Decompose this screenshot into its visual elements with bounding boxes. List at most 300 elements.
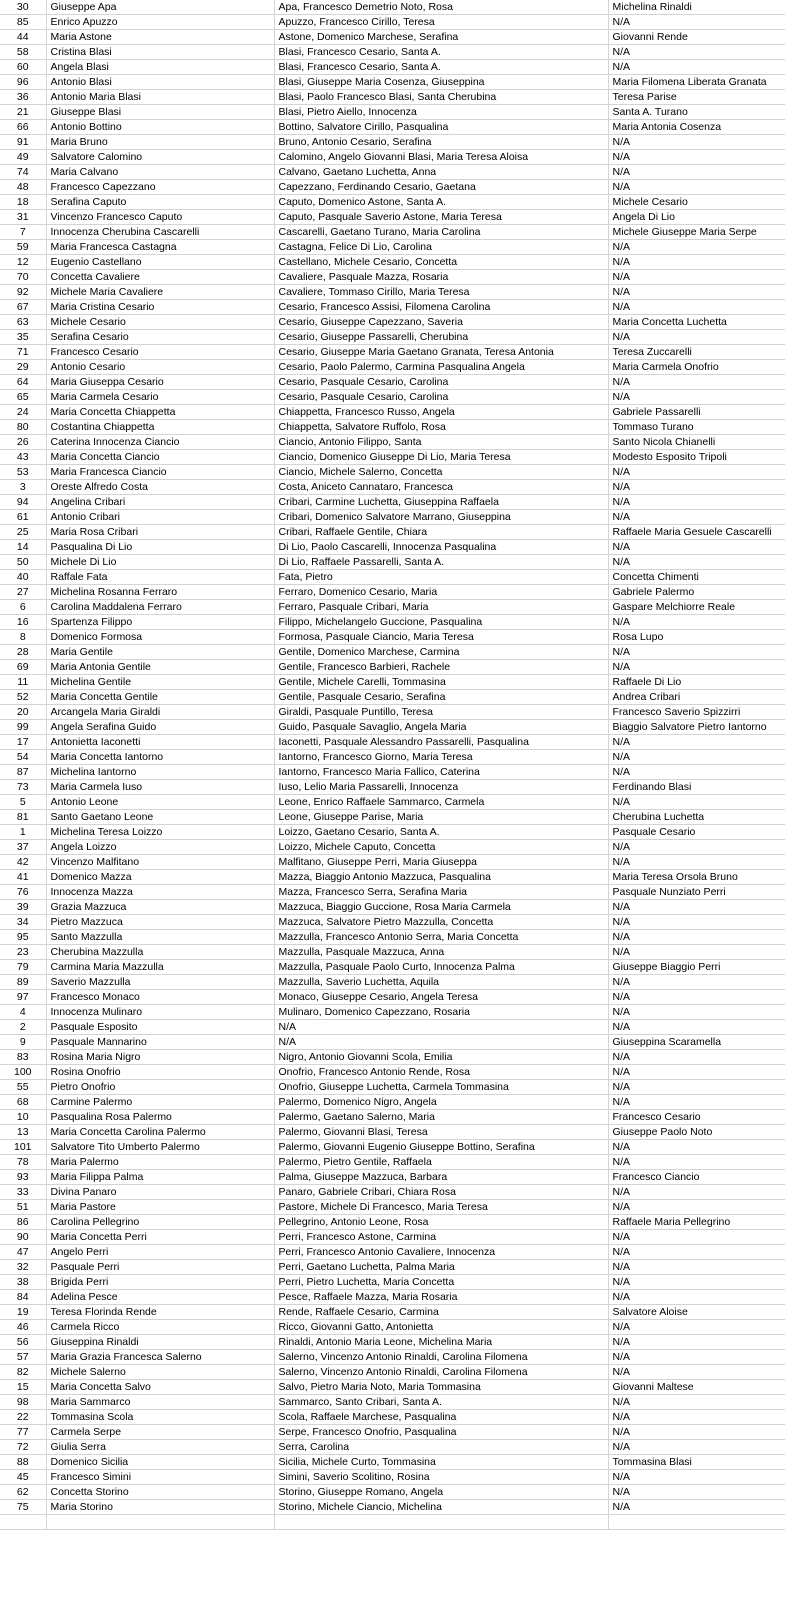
spouse-cell[interactable]: N/A (608, 1335, 785, 1350)
spouse-cell[interactable] (608, 1515, 785, 1530)
name-cell[interactable]: Maria Bruno (46, 135, 274, 150)
spouse-cell[interactable]: Modesto Esposito Tripoli (608, 450, 785, 465)
spouse-cell[interactable]: N/A (608, 900, 785, 915)
spouse-cell[interactable]: Salvatore Aloise (608, 1305, 785, 1320)
id-cell[interactable]: 55 (0, 1080, 46, 1095)
spouse-cell[interactable]: N/A (608, 735, 785, 750)
parents-cell[interactable]: Mazzulla, Pasquale Mazzuca, Anna (274, 945, 608, 960)
spouse-cell[interactable]: N/A (608, 165, 785, 180)
name-cell[interactable]: Concetta Storino (46, 1485, 274, 1500)
id-cell[interactable]: 60 (0, 60, 46, 75)
spouse-cell[interactable]: N/A (608, 615, 785, 630)
id-cell[interactable]: 78 (0, 1155, 46, 1170)
parents-cell[interactable]: Mazza, Biaggio Antonio Mazzuca, Pasqualina (274, 870, 608, 885)
parents-cell[interactable]: Bottino, Salvatore Cirillo, Pasqualina (274, 120, 608, 135)
name-cell[interactable]: Serafina Caputo (46, 195, 274, 210)
parents-cell[interactable]: Rinaldi, Antonio Maria Leone, Michelina Maria (274, 1335, 608, 1350)
parents-cell[interactable]: Cascarelli, Gaetano Turano, Maria Carolina (274, 225, 608, 240)
parents-cell[interactable]: Palermo, Pietro Gentile, Raffaela (274, 1155, 608, 1170)
parents-cell[interactable]: N/A (274, 1035, 608, 1050)
parents-cell[interactable]: Storino, Giuseppe Romano, Angela (274, 1485, 608, 1500)
parents-cell[interactable]: Salvo, Pietro Maria Noto, Maria Tommasina (274, 1380, 608, 1395)
parents-cell[interactable]: Perri, Pietro Luchetta, Maria Concetta (274, 1275, 608, 1290)
name-cell[interactable]: Costantina Chiappetta (46, 420, 274, 435)
name-cell[interactable]: Salvatore Calomino (46, 150, 274, 165)
id-cell[interactable]: 69 (0, 660, 46, 675)
spouse-cell[interactable]: N/A (608, 1365, 785, 1380)
name-cell[interactable]: Maria Concetta Gentile (46, 690, 274, 705)
id-cell[interactable]: 26 (0, 435, 46, 450)
spouse-cell[interactable]: Gabriele Passarelli (608, 405, 785, 420)
spouse-cell[interactable]: N/A (608, 150, 785, 165)
parents-cell[interactable]: Onofrio, Francesco Antonio Rende, Rosa (274, 1065, 608, 1080)
spouse-cell[interactable]: N/A (608, 1080, 785, 1095)
id-cell[interactable]: 38 (0, 1275, 46, 1290)
name-cell[interactable]: Maria Concetta Perri (46, 1230, 274, 1245)
name-cell[interactable]: Maria Grazia Francesca Salerno (46, 1350, 274, 1365)
parents-cell[interactable]: Ciancio, Michele Salerno, Concetta (274, 465, 608, 480)
id-cell[interactable]: 27 (0, 585, 46, 600)
id-cell[interactable]: 31 (0, 210, 46, 225)
id-cell[interactable]: 51 (0, 1200, 46, 1215)
parents-cell[interactable]: Malfitano, Giuseppe Perri, Maria Giuseppa (274, 855, 608, 870)
name-cell[interactable]: Maria Storino (46, 1500, 274, 1515)
id-cell[interactable]: 28 (0, 645, 46, 660)
spouse-cell[interactable]: N/A (608, 990, 785, 1005)
name-cell[interactable]: Domenico Mazza (46, 870, 274, 885)
id-cell[interactable]: 84 (0, 1290, 46, 1305)
spouse-cell[interactable]: Giovanni Rende (608, 30, 785, 45)
name-cell[interactable]: Tommasina Scola (46, 1410, 274, 1425)
name-cell[interactable]: Maria Concetta Iantorno (46, 750, 274, 765)
id-cell[interactable]: 85 (0, 15, 46, 30)
parents-cell[interactable]: Monaco, Giuseppe Cesario, Angela Teresa (274, 990, 608, 1005)
spouse-cell[interactable]: N/A (608, 1005, 785, 1020)
parents-cell[interactable]: Chiappetta, Francesco Russo, Angela (274, 405, 608, 420)
name-cell[interactable]: Maria Giuseppa Cesario (46, 375, 274, 390)
name-cell[interactable]: Antonietta Iaconetti (46, 735, 274, 750)
id-cell[interactable]: 1 (0, 825, 46, 840)
name-cell[interactable]: Pasquale Mannarino (46, 1035, 274, 1050)
name-cell[interactable]: Michelina Rosanna Ferraro (46, 585, 274, 600)
id-cell[interactable]: 72 (0, 1440, 46, 1455)
parents-cell[interactable]: Astone, Domenico Marchese, Serafina (274, 30, 608, 45)
id-cell[interactable]: 41 (0, 870, 46, 885)
id-cell[interactable]: 99 (0, 720, 46, 735)
spouse-cell[interactable]: Cherubina Luchetta (608, 810, 785, 825)
id-cell[interactable]: 15 (0, 1380, 46, 1395)
spouse-cell[interactable]: Francesco Ciancio (608, 1170, 785, 1185)
id-cell[interactable]: 63 (0, 315, 46, 330)
parents-cell[interactable]: Di Lio, Paolo Cascarelli, Innocenza Pasqualina (274, 540, 608, 555)
name-cell[interactable]: Maria Pastore (46, 1200, 274, 1215)
name-cell[interactable]: Michele Salerno (46, 1365, 274, 1380)
spouse-cell[interactable]: Michele Giuseppe Maria Serpe (608, 225, 785, 240)
spouse-cell[interactable]: N/A (608, 1155, 785, 1170)
spouse-cell[interactable]: N/A (608, 750, 785, 765)
id-cell[interactable]: 76 (0, 885, 46, 900)
parents-cell[interactable]: Formosa, Pasquale Ciancio, Maria Teresa (274, 630, 608, 645)
spouse-cell[interactable]: Raffaele Maria Pellegrino (608, 1215, 785, 1230)
spouse-cell[interactable]: N/A (608, 660, 785, 675)
spouse-cell[interactable]: N/A (608, 495, 785, 510)
spouse-cell[interactable]: Giuseppina Scaramella (608, 1035, 785, 1050)
name-cell[interactable]: Santo Gaetano Leone (46, 810, 274, 825)
spouse-cell[interactable]: N/A (608, 1065, 785, 1080)
parents-cell[interactable]: Cesario, Giuseppe Maria Gaetano Granata, Teresa Antonia (274, 345, 608, 360)
parents-cell[interactable]: Cesario, Paolo Palermo, Carmina Pasqualina Angela (274, 360, 608, 375)
name-cell[interactable]: Spartenza Filippo (46, 615, 274, 630)
spouse-cell[interactable]: Gabriele Palermo (608, 585, 785, 600)
name-cell[interactable]: Francesco Simini (46, 1470, 274, 1485)
id-cell[interactable]: 8 (0, 630, 46, 645)
name-cell[interactable]: Maria Filippa Palma (46, 1170, 274, 1185)
id-cell[interactable]: 2 (0, 1020, 46, 1035)
spouse-cell[interactable]: N/A (608, 765, 785, 780)
name-cell[interactable]: Maria Cristina Cesario (46, 300, 274, 315)
name-cell[interactable]: Maria Concetta Chiappetta (46, 405, 274, 420)
id-cell[interactable]: 71 (0, 345, 46, 360)
spouse-cell[interactable]: Michele Cesario (608, 195, 785, 210)
name-cell[interactable]: Maria Concetta Carolina Palermo (46, 1125, 274, 1140)
id-cell[interactable]: 33 (0, 1185, 46, 1200)
parents-cell[interactable]: Apuzzo, Francesco Cirillo, Teresa (274, 15, 608, 30)
name-cell[interactable]: Angela Serafina Guido (46, 720, 274, 735)
parents-cell[interactable]: Perri, Gaetano Luchetta, Palma Maria (274, 1260, 608, 1275)
spouse-cell[interactable]: N/A (608, 840, 785, 855)
id-cell[interactable]: 82 (0, 1365, 46, 1380)
id-cell[interactable]: 53 (0, 465, 46, 480)
id-cell[interactable]: 11 (0, 675, 46, 690)
spouse-cell[interactable]: N/A (608, 375, 785, 390)
parents-cell[interactable]: Cesario, Pasquale Cesario, Carolina (274, 390, 608, 405)
parents-cell[interactable]: Cesario, Francesco Assisi, Filomena Carolina (274, 300, 608, 315)
id-cell[interactable]: 37 (0, 840, 46, 855)
id-cell[interactable]: 17 (0, 735, 46, 750)
parents-cell[interactable]: Palermo, Domenico Nigro, Angela (274, 1095, 608, 1110)
name-cell[interactable]: Maria Concetta Salvo (46, 1380, 274, 1395)
id-cell[interactable]: 57 (0, 1350, 46, 1365)
parents-cell[interactable]: Cribari, Domenico Salvatore Marrano, Giuseppina (274, 510, 608, 525)
parents-cell[interactable]: Sicilia, Michele Curto, Tommasina (274, 1455, 608, 1470)
parents-cell[interactable]: Fata, Pietro (274, 570, 608, 585)
id-cell[interactable]: 36 (0, 90, 46, 105)
id-cell[interactable]: 42 (0, 855, 46, 870)
name-cell[interactable]: Antonio Cesario (46, 360, 274, 375)
name-cell[interactable]: Carmine Palermo (46, 1095, 274, 1110)
id-cell[interactable]: 10 (0, 1110, 46, 1125)
parents-cell[interactable]: Cribari, Raffaele Gentile, Chiara (274, 525, 608, 540)
spouse-cell[interactable]: Pasquale Cesario (608, 825, 785, 840)
name-cell[interactable]: Michelina Gentile (46, 675, 274, 690)
name-cell[interactable]: Caterina Innocenza Ciancio (46, 435, 274, 450)
name-cell[interactable]: Teresa Florinda Rende (46, 1305, 274, 1320)
id-cell[interactable]: 56 (0, 1335, 46, 1350)
name-cell[interactable]: Giuseppina Rinaldi (46, 1335, 274, 1350)
name-cell[interactable]: Saverio Mazzulla (46, 975, 274, 990)
parents-cell[interactable]: Cavaliere, Tommaso Cirillo, Maria Teresa (274, 285, 608, 300)
name-cell[interactable]: Maria Francesca Ciancio (46, 465, 274, 480)
name-cell[interactable]: Giuseppe Blasi (46, 105, 274, 120)
id-cell[interactable] (0, 1515, 46, 1530)
spouse-cell[interactable]: N/A (608, 1200, 785, 1215)
id-cell[interactable]: 79 (0, 960, 46, 975)
spouse-cell[interactable]: N/A (608, 855, 785, 870)
spouse-cell[interactable]: N/A (608, 270, 785, 285)
id-cell[interactable]: 23 (0, 945, 46, 960)
spouse-cell[interactable]: Angela Di Lio (608, 210, 785, 225)
spouse-cell[interactable]: Rosa Lupo (608, 630, 785, 645)
spouse-cell[interactable]: Teresa Parise (608, 90, 785, 105)
id-cell[interactable]: 13 (0, 1125, 46, 1140)
name-cell[interactable]: Pietro Onofrio (46, 1080, 274, 1095)
name-cell[interactable]: Pasqualina Rosa Palermo (46, 1110, 274, 1125)
spouse-cell[interactable]: Santo Nicola Chianelli (608, 435, 785, 450)
spouse-cell[interactable]: N/A (608, 60, 785, 75)
id-cell[interactable]: 65 (0, 390, 46, 405)
id-cell[interactable]: 90 (0, 1230, 46, 1245)
id-cell[interactable]: 35 (0, 330, 46, 345)
id-cell[interactable]: 77 (0, 1425, 46, 1440)
id-cell[interactable]: 7 (0, 225, 46, 240)
name-cell[interactable]: Antonio Maria Blasi (46, 90, 274, 105)
id-cell[interactable]: 6 (0, 600, 46, 615)
spouse-cell[interactable]: N/A (608, 1230, 785, 1245)
parents-cell[interactable]: Gentile, Michele Carelli, Tommasina (274, 675, 608, 690)
spouse-cell[interactable]: N/A (608, 330, 785, 345)
spouse-cell[interactable]: Tommasina Blasi (608, 1455, 785, 1470)
parents-cell[interactable]: Gentile, Pasquale Cesario, Serafina (274, 690, 608, 705)
spouse-cell[interactable]: N/A (608, 1020, 785, 1035)
parents-cell[interactable]: Costa, Aniceto Cannataro, Francesca (274, 480, 608, 495)
id-cell[interactable]: 96 (0, 75, 46, 90)
name-cell[interactable]: Arcangela Maria Giraldi (46, 705, 274, 720)
name-cell[interactable]: Francesco Monaco (46, 990, 274, 1005)
parents-cell[interactable]: Serpe, Francesco Onofrio, Pasqualina (274, 1425, 608, 1440)
name-cell[interactable]: Innocenza Mulinaro (46, 1005, 274, 1020)
id-cell[interactable]: 52 (0, 690, 46, 705)
id-cell[interactable]: 9 (0, 1035, 46, 1050)
parents-cell[interactable]: Onofrio, Giuseppe Luchetta, Carmela Tommasina (274, 1080, 608, 1095)
name-cell[interactable]: Carmela Serpe (46, 1425, 274, 1440)
id-cell[interactable]: 14 (0, 540, 46, 555)
id-cell[interactable]: 4 (0, 1005, 46, 1020)
name-cell[interactable]: Angelo Perri (46, 1245, 274, 1260)
id-cell[interactable]: 61 (0, 510, 46, 525)
spouse-cell[interactable]: Santa A. Turano (608, 105, 785, 120)
id-cell[interactable]: 3 (0, 480, 46, 495)
spouse-cell[interactable]: Ferdinando Blasi (608, 780, 785, 795)
spouse-cell[interactable]: N/A (608, 1485, 785, 1500)
parents-cell[interactable]: Giraldi, Pasquale Puntillo, Teresa (274, 705, 608, 720)
id-cell[interactable]: 12 (0, 255, 46, 270)
parents-cell[interactable]: Mazzuca, Salvatore Pietro Mazzulla, Concetta (274, 915, 608, 930)
name-cell[interactable]: Michelina Teresa Loizzo (46, 825, 274, 840)
name-cell[interactable]: Francesco Cesario (46, 345, 274, 360)
parents-cell[interactable]: Di Lio, Raffaele Passarelli, Santa A. (274, 555, 608, 570)
parents-cell[interactable]: Salerno, Vincenzo Antonio Rinaldi, Carolina Filomena (274, 1350, 608, 1365)
id-cell[interactable]: 16 (0, 615, 46, 630)
id-cell[interactable]: 64 (0, 375, 46, 390)
name-cell[interactable]: Rosina Maria Nigro (46, 1050, 274, 1065)
parents-cell[interactable]: Bruno, Antonio Cesario, Serafina (274, 135, 608, 150)
parents-cell[interactable]: Castellano, Michele Cesario, Concetta (274, 255, 608, 270)
id-cell[interactable]: 32 (0, 1260, 46, 1275)
parents-cell[interactable]: Blasi, Giuseppe Maria Cosenza, Giuseppina (274, 75, 608, 90)
parents-cell[interactable]: Chiappetta, Salvatore Ruffolo, Rosa (274, 420, 608, 435)
parents-cell[interactable]: Scola, Raffaele Marchese, Pasqualina (274, 1410, 608, 1425)
id-cell[interactable]: 93 (0, 1170, 46, 1185)
parents-cell[interactable]: Apa, Francesco Demetrio Noto, Rosa (274, 0, 608, 15)
parents-cell[interactable]: Gentile, Domenico Marchese, Carmina (274, 645, 608, 660)
spouse-cell[interactable]: N/A (608, 465, 785, 480)
name-cell[interactable]: Grazia Mazzuca (46, 900, 274, 915)
spouse-cell[interactable]: Pasquale Nunziato Perri (608, 885, 785, 900)
parents-cell[interactable]: Mazzulla, Francesco Antonio Serra, Maria Concetta (274, 930, 608, 945)
spouse-cell[interactable]: N/A (608, 1140, 785, 1155)
spouse-cell[interactable]: N/A (608, 795, 785, 810)
name-cell[interactable]: Maria Carmela Iuso (46, 780, 274, 795)
name-cell[interactable]: Enrico Apuzzo (46, 15, 274, 30)
spouse-cell[interactable]: N/A (608, 540, 785, 555)
name-cell[interactable]: Carmela Ricco (46, 1320, 274, 1335)
id-cell[interactable]: 75 (0, 1500, 46, 1515)
name-cell[interactable]: Serafina Cesario (46, 330, 274, 345)
id-cell[interactable]: 19 (0, 1305, 46, 1320)
spouse-cell[interactable]: N/A (608, 15, 785, 30)
name-cell[interactable]: Maria Sammarco (46, 1395, 274, 1410)
id-cell[interactable]: 40 (0, 570, 46, 585)
id-cell[interactable]: 5 (0, 795, 46, 810)
parents-cell[interactable]: Cavaliere, Pasquale Mazza, Rosaria (274, 270, 608, 285)
parents-cell[interactable]: Blasi, Francesco Cesario, Santa A. (274, 60, 608, 75)
name-cell[interactable]: Maria Francesca Castagna (46, 240, 274, 255)
id-cell[interactable]: 80 (0, 420, 46, 435)
name-cell[interactable]: Pasqualina Di Lio (46, 540, 274, 555)
spouse-cell[interactable]: N/A (608, 1410, 785, 1425)
name-cell[interactable]: Antonio Bottino (46, 120, 274, 135)
name-cell[interactable]: Vincenzo Malfitano (46, 855, 274, 870)
id-cell[interactable]: 30 (0, 0, 46, 15)
parents-cell[interactable]: Ricco, Giovanni Gatto, Antonietta (274, 1320, 608, 1335)
name-cell[interactable]: Carmina Maria Mazzulla (46, 960, 274, 975)
spouse-cell[interactable]: Francesco Saverio Spizzirri (608, 705, 785, 720)
parents-cell[interactable]: Palermo, Giovanni Blasi, Teresa (274, 1125, 608, 1140)
parents-cell[interactable]: Pesce, Raffaele Mazza, Maria Rosaria (274, 1290, 608, 1305)
spouse-cell[interactable]: Maria Teresa Orsola Bruno (608, 870, 785, 885)
parents-cell[interactable]: Iaconetti, Pasquale Alessandro Passarelli, Pasqualina (274, 735, 608, 750)
parents-cell[interactable]: Blasi, Francesco Cesario, Santa A. (274, 45, 608, 60)
spouse-cell[interactable]: Maria Concetta Luchetta (608, 315, 785, 330)
parents-cell[interactable]: Pellegrino, Antonio Leone, Rosa (274, 1215, 608, 1230)
name-cell[interactable]: Innocenza Cherubina Cascarelli (46, 225, 274, 240)
name-cell[interactable]: Pasquale Esposito (46, 1020, 274, 1035)
parents-cell[interactable]: Pastore, Michele Di Francesco, Maria Teresa (274, 1200, 608, 1215)
spouse-cell[interactable]: N/A (608, 1350, 785, 1365)
name-cell[interactable]: Maria Astone (46, 30, 274, 45)
id-cell[interactable]: 83 (0, 1050, 46, 1065)
spouse-cell[interactable]: Biaggio Salvatore Pietro Iantorno (608, 720, 785, 735)
parents-cell[interactable]: Iantorno, Francesco Maria Fallico, Caterina (274, 765, 608, 780)
id-cell[interactable]: 68 (0, 1095, 46, 1110)
spouse-cell[interactable]: Tommaso Turano (608, 420, 785, 435)
id-cell[interactable]: 95 (0, 930, 46, 945)
name-cell[interactable]: Brigida Perri (46, 1275, 274, 1290)
name-cell[interactable]: Antonio Blasi (46, 75, 274, 90)
spouse-cell[interactable]: Raffaele Di Lio (608, 675, 785, 690)
spouse-cell[interactable]: N/A (608, 180, 785, 195)
parents-cell[interactable]: Cesario, Giuseppe Passarelli, Cherubina (274, 330, 608, 345)
parents-cell[interactable]: Iuso, Lelio Maria Passarelli, Innocenza (274, 780, 608, 795)
name-cell[interactable]: Michelina Iantorno (46, 765, 274, 780)
spouse-cell[interactable]: N/A (608, 1290, 785, 1305)
parents-cell[interactable]: Calomino, Angelo Giovanni Blasi, Maria Teresa Aloisa (274, 150, 608, 165)
parents-cell[interactable]: Ferraro, Domenico Cesario, Maria (274, 585, 608, 600)
spouse-cell[interactable]: Gaspare Melchiorre Reale (608, 600, 785, 615)
id-cell[interactable]: 66 (0, 120, 46, 135)
spouse-cell[interactable]: N/A (608, 240, 785, 255)
parents-cell[interactable] (274, 1515, 608, 1530)
name-cell[interactable]: Pietro Mazzuca (46, 915, 274, 930)
name-cell[interactable]: Michele Di Lio (46, 555, 274, 570)
name-cell[interactable]: Cherubina Mazzulla (46, 945, 274, 960)
spouse-cell[interactable]: N/A (608, 135, 785, 150)
name-cell[interactable]: Maria Palermo (46, 1155, 274, 1170)
parents-cell[interactable]: Storino, Michele Ciancio, Michelina (274, 1500, 608, 1515)
name-cell[interactable]: Giuseppe Apa (46, 0, 274, 15)
id-cell[interactable]: 39 (0, 900, 46, 915)
name-cell[interactable]: Pasquale Perri (46, 1260, 274, 1275)
parents-cell[interactable]: Capezzano, Ferdinando Cesario, Gaetana (274, 180, 608, 195)
spouse-cell[interactable]: Maria Antonia Cosenza (608, 120, 785, 135)
name-cell[interactable]: Francesco Capezzano (46, 180, 274, 195)
parents-cell[interactable]: Palermo, Gaetano Salerno, Maria (274, 1110, 608, 1125)
spouse-cell[interactable]: N/A (608, 915, 785, 930)
id-cell[interactable]: 86 (0, 1215, 46, 1230)
id-cell[interactable]: 44 (0, 30, 46, 45)
spouse-cell[interactable]: N/A (608, 255, 785, 270)
name-cell[interactable]: Angelina Cribari (46, 495, 274, 510)
parents-cell[interactable]: Ciancio, Antonio Filippo, Santa (274, 435, 608, 450)
id-cell[interactable]: 58 (0, 45, 46, 60)
parents-cell[interactable]: Calvano, Gaetano Luchetta, Anna (274, 165, 608, 180)
spouse-cell[interactable]: N/A (608, 1095, 785, 1110)
parents-cell[interactable]: N/A (274, 1020, 608, 1035)
parents-cell[interactable]: Blasi, Pietro Aiello, Innocenza (274, 105, 608, 120)
parents-cell[interactable]: Ciancio, Domenico Giuseppe Di Lio, Maria Teresa (274, 450, 608, 465)
spouse-cell[interactable]: N/A (608, 975, 785, 990)
spouse-cell[interactable]: Michelina Rinaldi (608, 0, 785, 15)
parents-cell[interactable]: Loizzo, Michele Caputo, Concetta (274, 840, 608, 855)
id-cell[interactable]: 87 (0, 765, 46, 780)
parents-cell[interactable]: Mulinaro, Domenico Capezzano, Rosaria (274, 1005, 608, 1020)
id-cell[interactable]: 21 (0, 105, 46, 120)
name-cell[interactable]: Angela Blasi (46, 60, 274, 75)
id-cell[interactable]: 45 (0, 1470, 46, 1485)
spouse-cell[interactable]: N/A (608, 1275, 785, 1290)
parents-cell[interactable]: Nigro, Antonio Giovanni Scola, Emilia (274, 1050, 608, 1065)
name-cell[interactable]: Antonio Leone (46, 795, 274, 810)
parents-cell[interactable]: Caputo, Pasquale Saverio Astone, Maria Teresa (274, 210, 608, 225)
spouse-cell[interactable]: Francesco Cesario (608, 1110, 785, 1125)
parents-cell[interactable]: Ferraro, Pasquale Cribari, Maria (274, 600, 608, 615)
id-cell[interactable]: 50 (0, 555, 46, 570)
parents-cell[interactable]: Sammarco, Santo Cribari, Santa A. (274, 1395, 608, 1410)
id-cell[interactable]: 48 (0, 180, 46, 195)
id-cell[interactable]: 98 (0, 1395, 46, 1410)
name-cell[interactable]: Domenico Sicilia (46, 1455, 274, 1470)
id-cell[interactable]: 59 (0, 240, 46, 255)
